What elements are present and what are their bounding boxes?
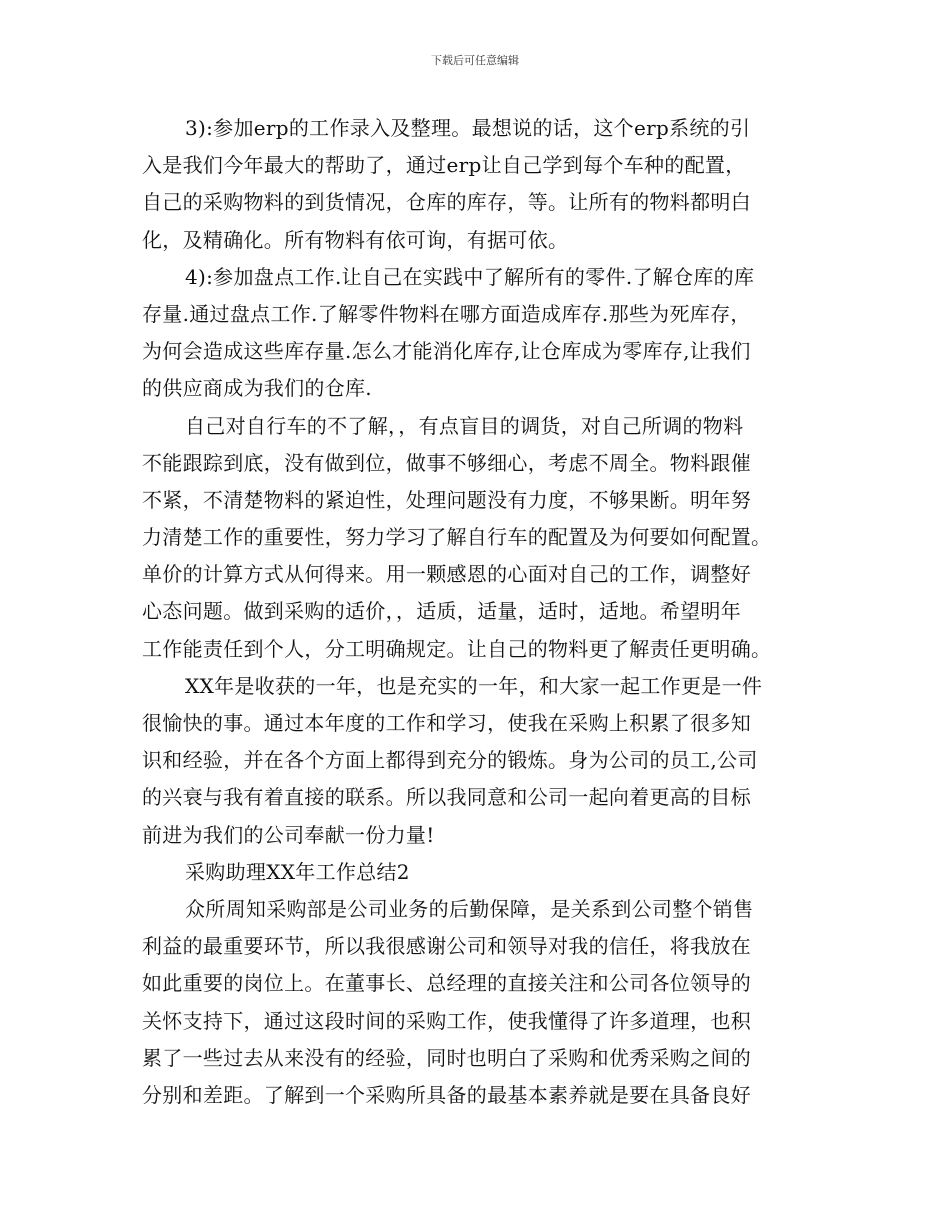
text-line: 化，及精确化。所有物料有依可询，有据可依。 [142, 227, 569, 252]
text-line: 为何会造成这些库存量.怎么才能消化库存,让仓库成为零库存,让我们 [142, 339, 751, 364]
text-line: 的供应商成为我们的仓库. [142, 376, 372, 401]
text-line: 工作能责任到个人，分工明确规定。让自己的物料更了解责任更明确。 [142, 636, 772, 661]
text-line: 如此重要的岗位上。在董事长、总经理的直接关注和公司各位领导的 [142, 971, 751, 996]
text-line: 采购助理XX年工作总结2 [185, 859, 410, 884]
text-line: 力清楚工作的重要性，努力学习了解自行车的配置及为何要如何配置。 [142, 525, 772, 550]
text-line: 分别和差距。了解到一个采购所具备的最基本素养就是要在具备良好 [142, 1082, 751, 1107]
text-line: 自己对自行车的不了解，，有点盲目的调货，对自己所调的物料 [185, 413, 744, 438]
text-line: 众所周知采购部是公司业务的后勤保障，是关系到公司整个销售 [185, 896, 754, 921]
text-line: 心态问题。做到采购的适价，，适质，适量，适时，适地。希望明年 [142, 599, 741, 624]
text-line: 累了一些过去从来没有的经验，同时也明白了采购和优秀采购之间的 [142, 1045, 751, 1070]
text-line: 识和经验，并在各个方面上都得到充分的锻炼。身为公司的员工,公司 [142, 748, 758, 773]
text-line: 入是我们今年最大的帮助了，通过erp让自己学到每个车种的配置， [142, 153, 746, 178]
text-line: 3):参加erp的工作录入及整理。最想说的话，这个erp系统的引 [185, 116, 751, 140]
text-line: 自己的采购物料的到货情况，仓库的库存，等。让所有的物料都明白 [142, 190, 751, 215]
text-line: 存量.通过盘点工作.了解零件物料在哪方面造成库存.那些为死库存， [142, 301, 751, 326]
text-line: 很愉快的事。通过本年度的工作和学习，使我在采购上积累了很多知 [142, 711, 751, 735]
page-header: 下载后可任意编辑 [431, 54, 519, 67]
text-line: 前进为我们的公司奉献一份力量! [142, 822, 435, 847]
text-line: 单价的计算方式从何得来。用一颗感恩的心面对自己的工作，调整好 [142, 562, 751, 587]
document-body [142, 110, 810, 1114]
text-line: XX年是收获的一年，也是充实的一年，和大家一起工作更是一件 [185, 673, 763, 698]
text-line: 利益的最重要环节，所以我很感谢公司和领导对我的信任，将我放在 [142, 934, 751, 959]
text-line: 关怀支持下，通过这段时间的采购工作，使我懂得了许多道理，也积 [142, 1008, 751, 1033]
text-line: 不紧，不清楚物料的紧迫性，处理问题没有力度，不够果断。明年努 [142, 487, 751, 512]
text-line: 的兴衰与我有着直接的联系。所以我同意和公司一起向着更高的目标 [142, 785, 751, 810]
text-line: 4):参加盘点工作.让自己在实践中了解所有的零件.了解仓库的库 [185, 264, 755, 289]
text-line: 不能跟踪到底，没有做到位，做事不够细心，考虑不周全。物料跟催 [142, 450, 751, 475]
